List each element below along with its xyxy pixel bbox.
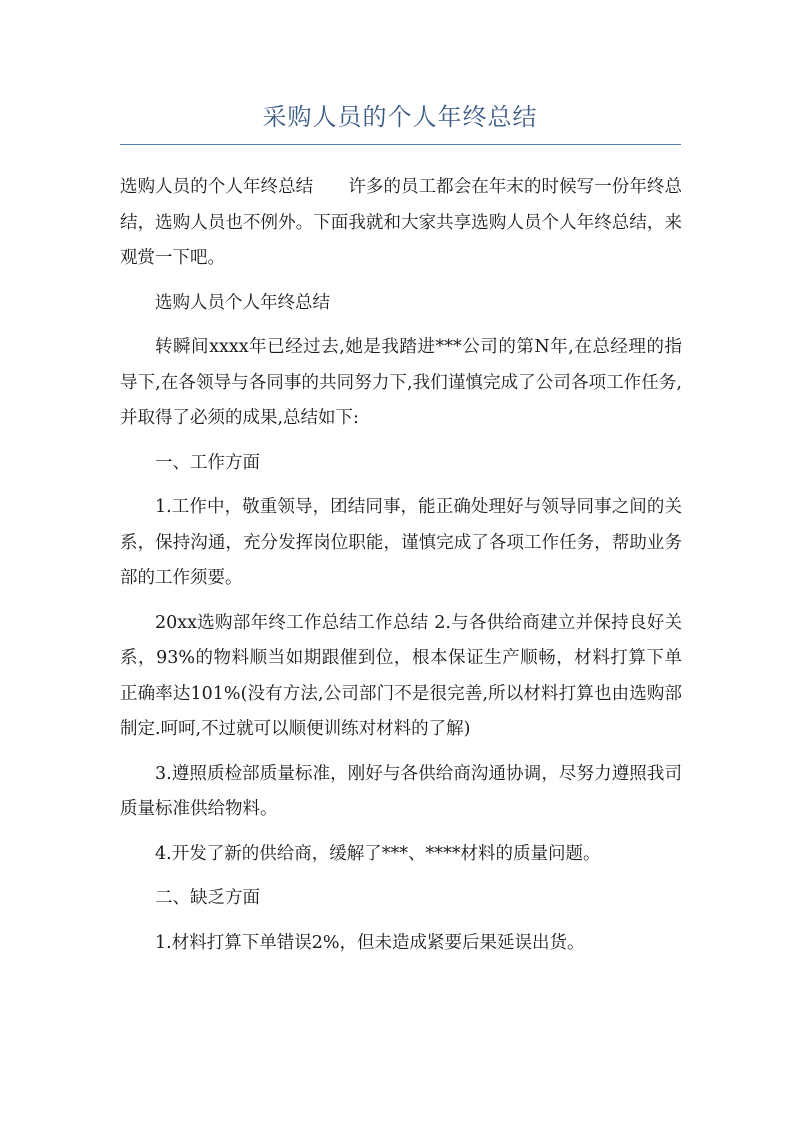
paragraph-item: 20xx选购部年终工作总结工作总结 2.与各供给商建立并保持良好关系，93%的物料顺当如期跟催到位，根本保证生产顺畅，材料打算下单正确率达101%(没有方法,公司部门不是很完善,所以材料打算也由选购部制定.呵呵,不过就可以顺便训练对材料的了解) bbox=[120, 612, 682, 739]
paragraph-item: 1.工作中，敬重领导，团结同事，能正确处理好与领导同事之间的关系，保持沟通，充分发挥岗位职能，谨慎完成了各项工作任务，帮助业务部的工作须要。 bbox=[120, 497, 682, 588]
paragraph-opening: 转瞬间xxxx年已经过去,她是我踏进***公司的第N年,在总经理的指导下,在各领导与各同事的共同努力下,我们谨慎完成了公司各项工作任务,并取得了必须的成果,总结如下: bbox=[120, 337, 682, 428]
paragraph-intro: 选购人员的个人年终总结 许多的员工都会在年末的时候写一份年终总结，选购人员也不例外。下面我就和大家共享选购人员个人年终总结，来观赏一下吧。 bbox=[120, 177, 682, 268]
section-heading-work: 一、工作方面 bbox=[155, 452, 260, 473]
paragraph-item: 4.开发了新的供给商，缓解了***、****材料的质量问题。 bbox=[155, 843, 601, 864]
section-heading-shortcomings: 二、缺乏方面 bbox=[155, 888, 260, 908]
title-underline bbox=[120, 144, 681, 145]
paragraph-heading: 选购人员个人年终总结 bbox=[155, 292, 330, 313]
document-title: 采购人员的个人年终总结 bbox=[262, 103, 538, 131]
document-body bbox=[120, 170, 682, 970]
paragraph-item: 1.材料打算下单错误2%，但未造成紧要后果延误出货。 bbox=[155, 932, 585, 953]
paragraph-item: 3.遵照质检部质量标准，刚好与各供给商沟通协调，尽努力遵照我司质量标准供给物料。 bbox=[120, 763, 682, 819]
